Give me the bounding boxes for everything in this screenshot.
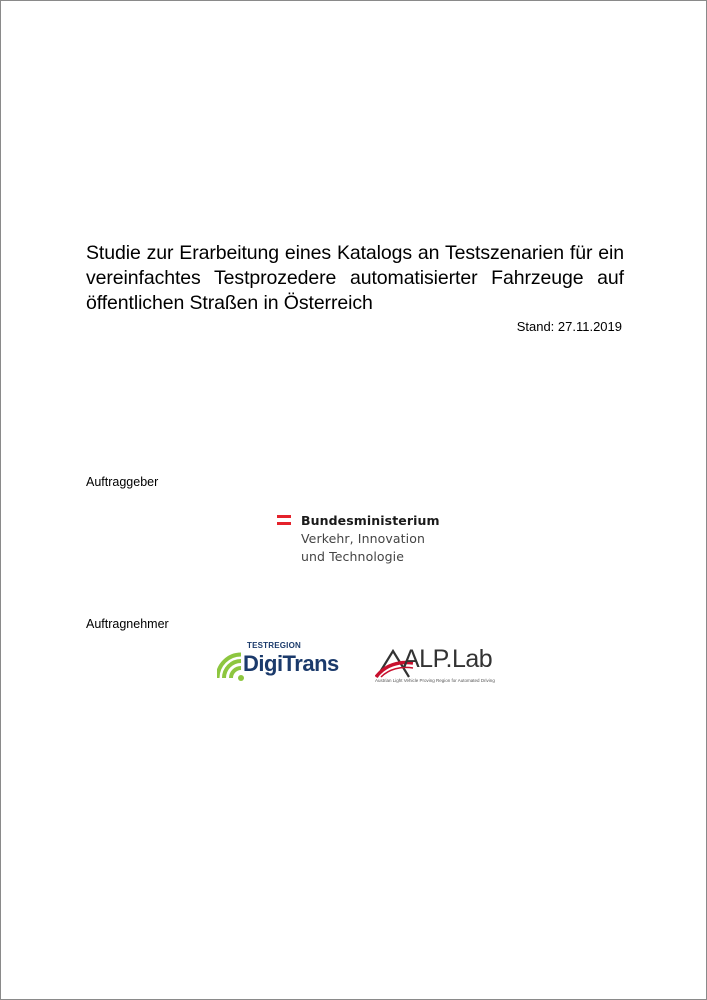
document-date: Stand: 27.11.2019 (516, 319, 622, 334)
ministry-name-line-1: Bundesministerium (301, 513, 440, 528)
alplab-main-text: ALP.Lab (403, 645, 493, 673)
alplab-logo (375, 645, 497, 689)
austria-flag-icon (277, 515, 291, 525)
client-label: Auftraggeber (86, 475, 159, 489)
signal-waves-icon (217, 649, 245, 683)
document-title: Studie zur Erarbeitung eines Katalogs an Testszenarien für ein vereinfachtes Testprozedere automatisierter Fahrzeuge auf öffentlichen Straßen in Österreich (86, 242, 624, 314)
digitrans-top-text: TESTREGION (247, 641, 302, 650)
alplab-subtitle: Austrian Light Vehicle Proving Region for Automated Driving (375, 678, 495, 683)
digitrans-logo (217, 639, 357, 687)
ministry-logo (277, 511, 447, 567)
ministry-name-line-3: und Technologie (301, 549, 405, 564)
digitrans-main-text: DigiTrans (243, 651, 339, 676)
contractor-label: Auftragnehmer (86, 617, 169, 631)
ministry-name-line-2: Verkehr, Innovation (301, 531, 425, 546)
